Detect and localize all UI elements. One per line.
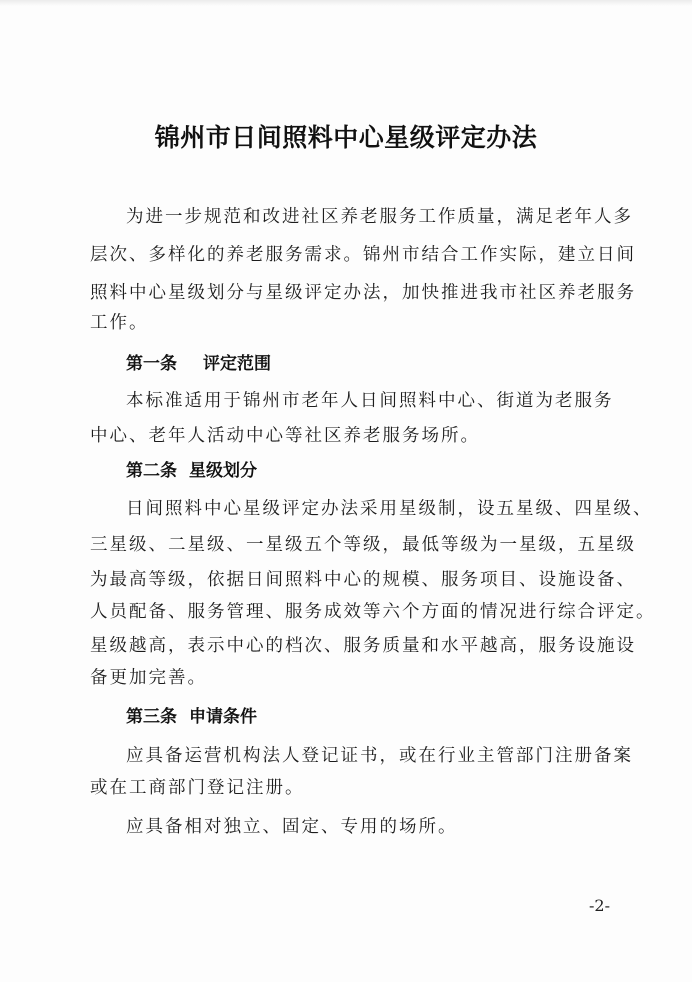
- section-line: 备更加完善。: [90, 668, 207, 688]
- section-number: 第三条: [126, 707, 177, 727]
- section-line: 或在工商部门登记注册。: [90, 778, 305, 798]
- section-heading: [126, 459, 257, 483]
- section-title: 星级划分: [189, 461, 257, 481]
- section-line: 中心、老年人活动中心等社区养老服务场所。: [90, 426, 480, 446]
- section-number: 第二条: [126, 461, 177, 481]
- intro-line: 层次、多样化的养老服务需求。锦州市结合工作实际，建立日间: [90, 245, 636, 265]
- page-number: -2-: [589, 896, 610, 915]
- section-line: 星级越高，表示中心的档次、服务质量和水平越高，服务设施设: [90, 636, 636, 656]
- section-line: 应具备相对独立、固定、专用的场所。: [126, 817, 458, 837]
- intro-line: 工作。: [90, 313, 149, 333]
- section-heading: [126, 705, 257, 729]
- section-line: 为最高等级，依据日间照料中心的规模、服务项目、设施设备、: [90, 570, 636, 590]
- document-title: 锦州市日间照料中心星级评定办法: [154, 123, 538, 152]
- section-line: 人员配备、服务管理、服务成效等六个方面的情况进行综合评定。: [90, 602, 656, 622]
- section-line: 三星级、二星级、一星级五个等级，最低等级为一星级，五星级: [90, 535, 636, 555]
- section-number: 第一条: [126, 354, 177, 374]
- section-title: 评定范围: [203, 354, 271, 374]
- section-line: 应具备运营机构法人登记证书，或在行业主管部门注册备案: [126, 746, 633, 766]
- section-line: 本标准适用于锦州市老年人日间照料中心、街道为老服务: [126, 391, 614, 411]
- scan-edge: [0, 0, 692, 6]
- intro-line: 照料中心星级划分与星级评定办法，加快推进我市社区养老服务: [90, 283, 636, 303]
- intro-line: 为进一步规范和改进社区养老服务工作质量，满足老年人多: [126, 207, 633, 227]
- section-title: 申请条件: [189, 707, 257, 727]
- section-heading: [126, 352, 271, 376]
- section-line: 日间照料中心星级评定办法采用星级制，设五星级、四星级、: [126, 499, 653, 519]
